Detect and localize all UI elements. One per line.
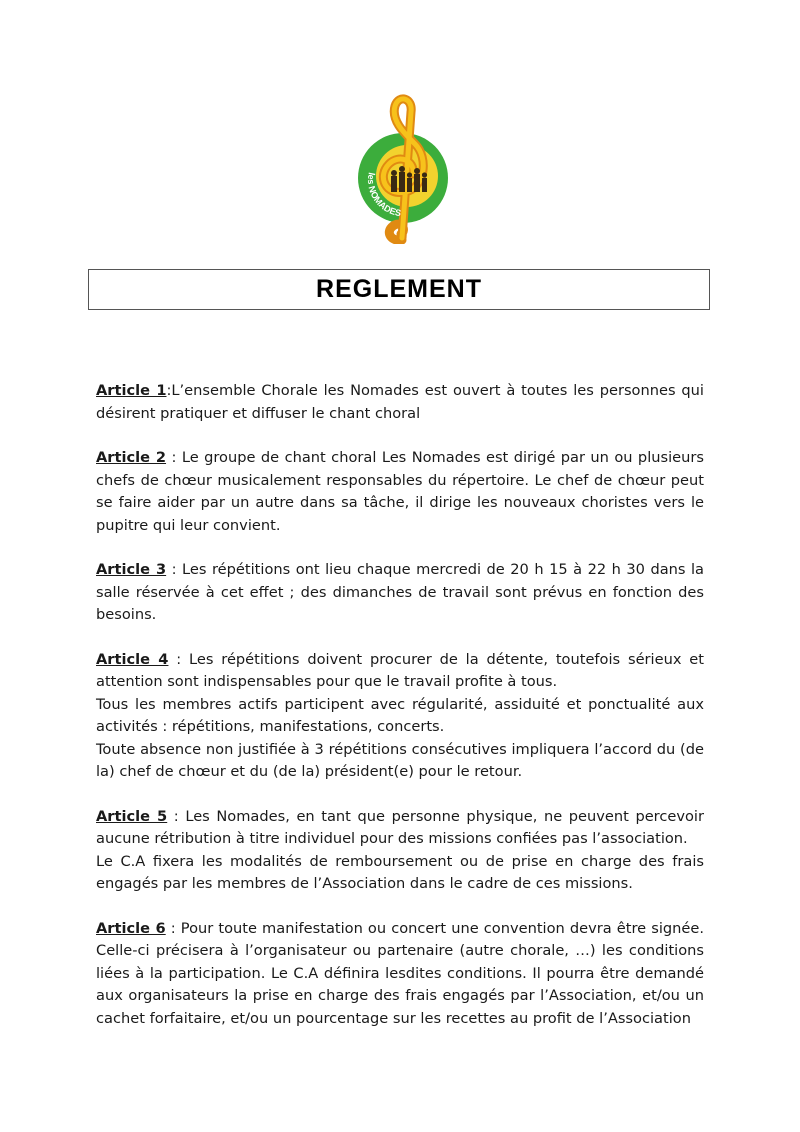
article-paragraph xyxy=(96,649,704,694)
article-text: : Les Nomades, en tant que personne physique, ne peuvent percevoir aucune rétribution à titre individuel pour des missions confiées pas l’association. xyxy=(96,807,704,847)
articles-section xyxy=(96,380,704,1052)
article-paragraph: Le C.A fixera les modalités de remboursement ou de prise en charge des frais engagés par les membres de l’Association dans le cadre de ces missions. xyxy=(96,852,704,892)
page-title: REGLEMENT xyxy=(316,275,482,303)
article-text: : Les répétitions doivent procurer de la détente, toutefois sérieux et attention sont indispensables pour que le travail profite à tous. xyxy=(96,650,704,690)
svg-text:les NOMADES: les NOMADES xyxy=(365,171,402,219)
treble-clef-logo-icon xyxy=(355,92,451,244)
article-label: Article 5 xyxy=(96,807,168,825)
article-paragraph: Tous les membres actifs participent avec régularité, assiduité et ponctualité aux activités : répétitions, manifestations, concerts. xyxy=(96,695,704,735)
article-3 xyxy=(96,559,704,627)
article-text: :L’ensemble Chorale les Nomades est ouvert à toutes les personnes qui désirent pratiquer et diffuser le chant choral xyxy=(96,382,704,422)
title-box xyxy=(88,269,710,310)
article-paragraph xyxy=(96,380,704,425)
article-paragraph: Toute absence non justifiée à 3 répétitions consécutives impliquera l’accord du (de la) chef de chœur et du (de la) président(e) pour le retour. xyxy=(96,740,704,780)
article-label: Article 1 xyxy=(96,382,167,399)
article-label: Article 2 xyxy=(96,449,167,466)
article-text: : Le groupe de chant choral Les Nomades est dirigé par un ou plusieurs chefs de chœur musicalement responsables du répertoire. Le chef de chœur peut se faire aider par un autre dans sa tâche, il dirige les nouveaux choristes vers le pupitre qui leur convient. xyxy=(96,449,704,534)
article-5 xyxy=(96,806,704,896)
article-label: Article 3 xyxy=(96,561,167,578)
article-4 xyxy=(96,649,704,784)
article-paragraph xyxy=(96,918,704,1031)
article-text: : Les répétitions ont lieu chaque mercredi de 20 h 15 à 22 h 30 dans la salle réservée à cet effet ; des dimanches de travail sont prévus en fonction des besoins. xyxy=(96,561,704,623)
article-label: Article 4 xyxy=(96,650,169,668)
article-2 xyxy=(96,447,704,537)
article-text: : Pour toute manifestation ou concert une convention devra être signée. Celle-ci précisera à l’organisateur ou partenaire (autre chorale, …) les conditions liées à la participation. Le C.A définira lesdites conditions. Il pourra être demandé aux organisateurs la prise en charge des frais engagés par l’Association, et/ou un cachet forfaitaire, et/ou un pourcentage sur les recettes au profit de l’Association xyxy=(96,919,705,1027)
article-1 xyxy=(96,380,704,425)
article-paragraph xyxy=(96,559,704,627)
article-paragraph xyxy=(96,806,704,851)
article-6 xyxy=(96,918,704,1031)
article-paragraph xyxy=(96,447,704,537)
article-label: Article 6 xyxy=(96,919,166,937)
logo xyxy=(355,92,451,244)
